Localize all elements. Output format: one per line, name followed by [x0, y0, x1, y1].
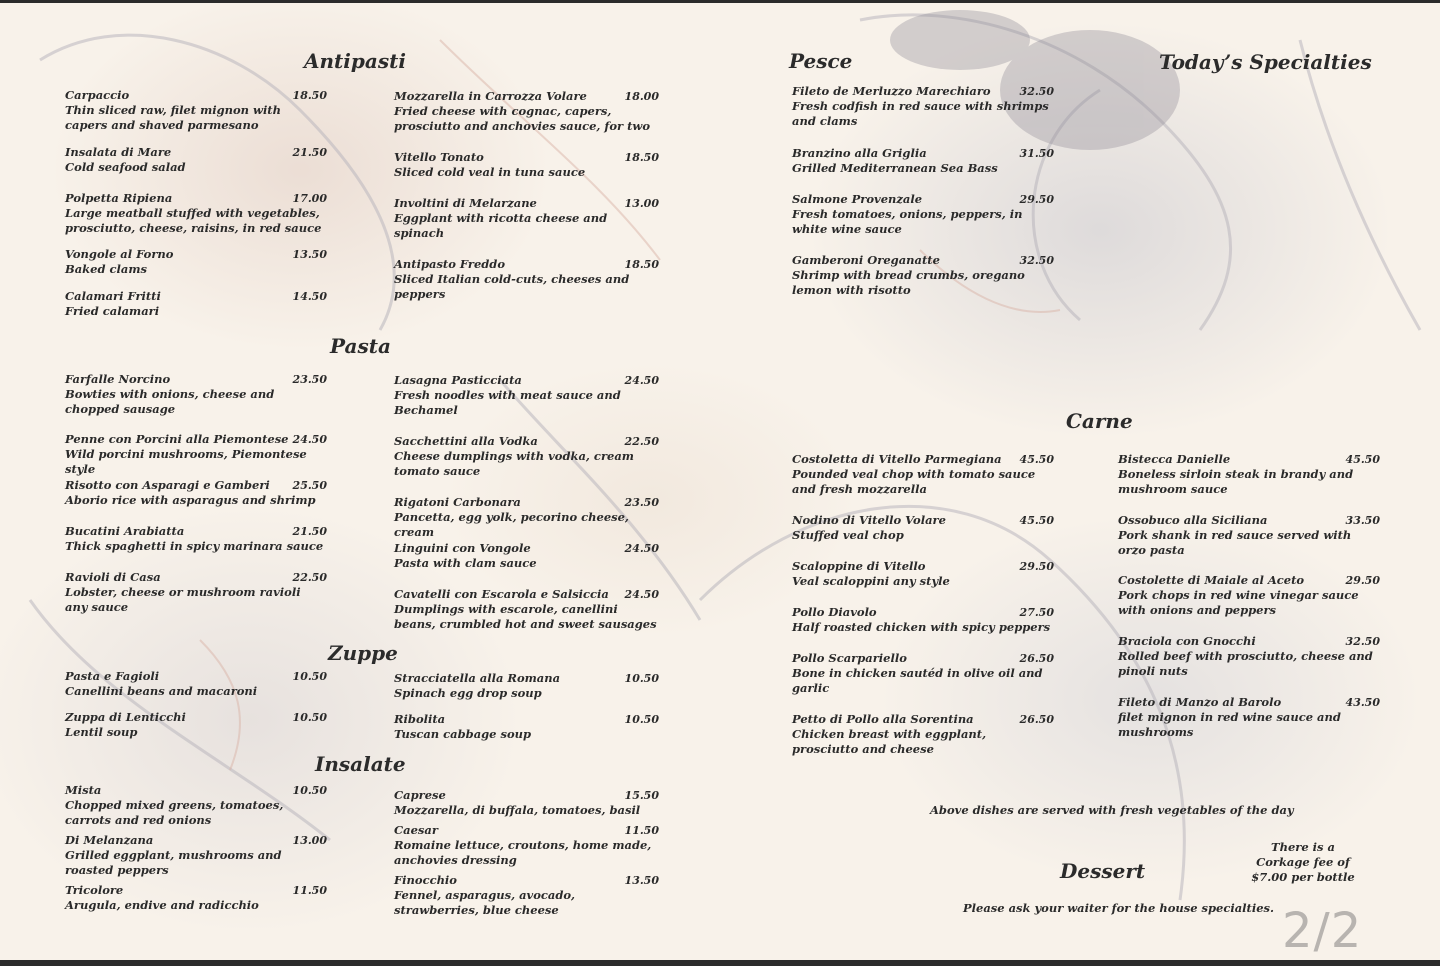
item-name: Nodino di Vitello Volare [792, 513, 946, 527]
item-name: Farfalle Norcino [65, 372, 171, 386]
item-name: Gamberoni Oreganatte [792, 253, 940, 267]
item-desc: Sliced cold veal in tuna sauce [394, 165, 586, 179]
item-price: 45.50 [1019, 453, 1054, 466]
top-border [0, 0, 1440, 3]
menu-item-braciola [1118, 634, 1380, 679]
item-desc: Fresh codfish in red sauce with shrimps and clams [792, 99, 1049, 128]
item-price: 13.50 [292, 248, 327, 261]
corkage-note: There is a Corkage fee of $7.00 per bottle [1251, 840, 1355, 884]
item-name: Branzino alla Griglia [792, 146, 927, 160]
item-price: 25.50 [292, 479, 327, 492]
heading-insalate: Insalate [315, 752, 406, 776]
menu-item-petto-di-pollo [792, 712, 1054, 757]
item-price: 32.50 [1019, 85, 1054, 98]
menu-item-caesar [394, 823, 659, 868]
item-name: Carpaccio [65, 88, 130, 102]
item-price: 10.50 [292, 711, 327, 724]
menu-item-farfalle-norcino [65, 372, 327, 417]
item-desc: Fennel, asparagus, avocado, strawberries, blue cheese [394, 888, 576, 917]
menu-item-insalata-di-mare [65, 145, 327, 175]
menu-item-stracciatella [394, 671, 659, 701]
menu-item-gamberoni [792, 253, 1054, 298]
item-name: Tricolore [65, 883, 124, 897]
menu-item-sacchettini [394, 434, 659, 479]
item-price: 14.50 [292, 290, 327, 303]
item-name: Ravioli di Casa [65, 570, 161, 584]
menu-item-pollo-diavolo [792, 605, 1054, 635]
menu-item-mista [65, 783, 327, 828]
menu-item-fileto-di-manzo [1118, 695, 1380, 740]
item-price: 17.00 [292, 192, 327, 205]
item-price: 21.50 [292, 525, 327, 538]
menu-item-nodino-di-vitello [792, 513, 1054, 543]
menu-item-finocchio [394, 873, 659, 918]
item-price: 29.50 [1019, 193, 1054, 206]
item-desc: Thin sliced raw, filet mignon with capers and shaved parmesano [65, 103, 281, 132]
item-desc: Stuffed veal chop [792, 528, 904, 542]
item-name: Rigatoni Carbonara [394, 495, 521, 509]
dessert-note: Please ask your waiter for the house specialties. [963, 901, 1275, 915]
heading-pasta: Pasta [330, 334, 391, 358]
item-name: Risotto con Asparagi e Gamberi [65, 478, 270, 492]
item-name: Penne con Porcini alla Piemontese [65, 432, 289, 446]
item-desc: Eggplant with ricotta cheese and spinach [394, 211, 608, 240]
menu-item-vitello-tonato [394, 150, 659, 180]
item-desc: Dumplings with escarole, canellini beans, crumbled hot and sweet sausages [394, 602, 657, 631]
item-desc: Grilled eggplant, mushrooms and roasted peppers [65, 848, 282, 877]
menu-item-carpaccio [65, 88, 327, 133]
item-name: Braciola con Gnocchi [1118, 634, 1256, 648]
item-name: Vitello Tonato [394, 150, 484, 164]
item-name: Stracciatella alla Romana [394, 671, 561, 685]
item-price: 45.50 [1019, 514, 1054, 527]
item-price: 24.50 [624, 374, 659, 387]
item-price: 21.50 [292, 146, 327, 159]
menu-item-bistecca-danielle [1118, 452, 1380, 497]
menu-item-tricolore [65, 883, 327, 913]
menu-item-ossobuco [1118, 513, 1380, 558]
menu-item-branzino [792, 146, 1054, 176]
menu-item-fileto-de-merluzzo [792, 84, 1054, 129]
item-price: 18.50 [624, 258, 659, 271]
item-desc: Romaine lettuce, croutons, home made, anchovies dressing [394, 838, 652, 867]
item-name: Insalata di Mare [65, 145, 172, 159]
item-name: Zuppa di Lenticchi [65, 710, 186, 724]
menu-item-vongole-al-forno [65, 247, 327, 277]
item-price: 32.50 [1019, 254, 1054, 267]
bottom-border [0, 960, 1440, 966]
item-desc: Shrimp with bread crumbs, oregano lemon with risotto [792, 268, 1025, 297]
item-desc: Grilled Mediterranean Sea Bass [792, 161, 998, 175]
page-indicator: 2/2 [1282, 903, 1363, 959]
item-price: 22.50 [624, 435, 659, 448]
item-name: Fileto di Manzo al Barolo [1118, 695, 1282, 709]
item-desc: Canellini beans and macaroni [65, 684, 258, 698]
item-price: 29.50 [1019, 560, 1054, 573]
item-name: Petto di Pollo alla Sorentina [792, 712, 974, 726]
item-price: 23.50 [624, 496, 659, 509]
heading-pesce: Pesce [789, 49, 853, 73]
item-desc: Spinach egg drop soup [394, 686, 542, 700]
vegetables-note: Above dishes are served with fresh vegetables of the day [930, 803, 1294, 817]
item-desc: Bone in chicken sautéd in olive oil and garlic [792, 666, 1043, 695]
menu-item-salmone [792, 192, 1054, 237]
item-name: Caesar [394, 823, 438, 837]
item-price: 10.50 [624, 713, 659, 726]
item-desc: Baked clams [65, 262, 147, 276]
menu-item-calamari-fritti [65, 289, 327, 319]
item-price: 22.50 [292, 571, 327, 584]
item-name: Costolette di Maiale al Aceto [1118, 573, 1305, 587]
item-price: 29.50 [1345, 574, 1380, 587]
item-name: Bistecca Danielle [1118, 452, 1231, 466]
item-name: Finocchio [394, 873, 457, 887]
item-price: 23.50 [292, 373, 327, 386]
menu-item-mozzarella-in-carrozza [394, 89, 659, 134]
menu-item-ribolita [394, 712, 659, 742]
item-desc: Veal scaloppini any style [792, 574, 950, 588]
item-name: Mozzarella in Carrozza Volare [394, 89, 587, 103]
item-price: 33.50 [1345, 514, 1380, 527]
item-desc: Fried calamari [65, 304, 160, 318]
heading-carne: Carne [1066, 409, 1133, 433]
item-desc: Thick spaghetti in spicy marinara sauce [65, 539, 324, 553]
item-desc: Tuscan cabbage soup [394, 727, 532, 741]
menu-item-rigatoni [394, 495, 659, 540]
item-desc: Lobster, cheese or mushroom ravioli any sauce [65, 585, 301, 614]
item-desc: Cold seafood salad [65, 160, 186, 174]
menu-item-ravioli [65, 570, 327, 615]
item-price: 32.50 [1345, 635, 1380, 648]
menu-item-zuppa-di-lenticchi [65, 710, 327, 740]
item-desc: Large meatball stuffed with vegetables, prosciutto, cheese, raisins, in red sauce [65, 206, 322, 235]
item-desc: Pork shank in red sauce served with orzo pasta [1118, 528, 1352, 557]
item-name: Linguini con Vongole [394, 541, 531, 555]
menu-item-costoletta-di-vitello [792, 452, 1054, 497]
item-price: 43.50 [1345, 696, 1380, 709]
menu-item-pasta-e-fagioli [65, 669, 327, 699]
menu-item-caprese [394, 788, 659, 818]
item-price: 24.50 [624, 542, 659, 555]
item-price: 13.00 [292, 834, 327, 847]
item-name: Pollo Scarpariello [792, 651, 907, 665]
item-name: Pasta e Fagioli [65, 669, 160, 683]
item-price: 26.50 [1019, 652, 1054, 665]
item-name: Ossobuco alla Siciliana [1118, 513, 1268, 527]
item-name: Lasagna Pasticciata [394, 373, 522, 387]
item-name: Cavatelli con Escarola e Salsiccia [394, 587, 609, 601]
item-desc: Chopped mixed greens, tomatoes, carrots and red onions [65, 798, 284, 827]
item-desc: Arugula, endive and radicchio [65, 898, 259, 912]
menu-item-bucatini [65, 524, 327, 554]
item-name: Involtini di Melarzane [394, 196, 537, 210]
item-name: Fileto de Merluzzo Marechiaro [792, 84, 991, 98]
item-price: 24.50 [624, 588, 659, 601]
item-desc: Pasta with clam sauce [394, 556, 537, 570]
heading-dessert: Dessert [1060, 859, 1146, 883]
item-name: Bucatini Arabiatta [65, 524, 185, 538]
item-name: Vongole al Forno [65, 247, 174, 261]
item-desc: Half roasted chicken with spicy peppers [792, 620, 1051, 634]
item-desc: Pancetta, egg yolk, pecorino cheese, cream [394, 510, 629, 539]
item-price: 10.50 [292, 670, 327, 683]
menu-item-pollo-scarpariello [792, 651, 1054, 696]
menu-item-penne-con-porcini [65, 432, 327, 477]
item-name: Scaloppine di Vitello [792, 559, 926, 573]
menu-item-costolette-di-maiale [1118, 573, 1380, 618]
item-price: 18.50 [292, 89, 327, 102]
item-name: Pollo Diavolo [792, 605, 877, 619]
item-desc: Fresh tomatoes, onions, peppers, in white wine sauce [792, 207, 1023, 236]
item-name: Ribolita [394, 712, 446, 726]
item-desc: Fried cheese with cognac, capers, prosciutto and anchovies sauce, for two [394, 104, 650, 133]
menu-item-risotto [65, 478, 327, 508]
menu-item-involtini-di-melarzane [394, 196, 659, 241]
item-price: 13.00 [624, 197, 659, 210]
item-name: Calamari Fritti [65, 289, 161, 303]
menu-item-polpetta-ripiena [65, 191, 327, 236]
item-desc: Mozzarella, di buffala, tomatoes, basil [394, 803, 641, 817]
item-name: Mista [65, 783, 102, 797]
menu-item-antipasto-freddo [394, 257, 659, 302]
item-price: 11.50 [624, 824, 659, 837]
menu-item-di-melanzana [65, 833, 327, 878]
item-desc: filet mignon in red wine sauce and mushrooms [1118, 710, 1341, 739]
item-name: Polpetta Ripiena [65, 191, 173, 205]
item-price: 27.50 [1019, 606, 1054, 619]
item-name: Sacchettini alla Vodka [394, 434, 538, 448]
item-desc: Lentil soup [65, 725, 138, 739]
menu-item-lasagna [394, 373, 659, 418]
item-desc: Chicken breast with eggplant, prosciutto and cheese [792, 727, 987, 756]
menu-item-linguini [394, 541, 659, 571]
item-desc: Wild porcini mushrooms, Piemontese style [65, 447, 307, 476]
item-name: Salmone Provenzale [792, 192, 923, 206]
item-desc: Bowties with onions, cheese and chopped sausage [65, 387, 275, 416]
item-name: Antipasto Freddo [394, 257, 506, 271]
heading-zuppe: Zuppe [328, 641, 398, 665]
item-name: Caprese [394, 788, 446, 802]
item-name: Di Melanzana [65, 833, 154, 847]
item-name: Costoletta di Vitello Parmegiana [792, 452, 1002, 466]
item-desc: Rolled beef with prosciutto, cheese and pinoli nuts [1118, 649, 1373, 678]
item-price: 26.50 [1019, 713, 1054, 726]
item-price: 31.50 [1019, 147, 1054, 160]
heading-antipasti: Antipasti [304, 49, 406, 73]
item-price: 11.50 [292, 884, 327, 897]
item-desc: Fresh noodles with meat sauce and Bechamel [394, 388, 621, 417]
item-desc: Cheese dumplings with vodka, cream tomato sauce [394, 449, 634, 478]
item-price: 13.50 [624, 874, 659, 887]
item-desc: Aborio rice with asparagus and shrimp [65, 493, 316, 507]
item-price: 15.50 [624, 789, 659, 802]
item-desc: Pounded veal chop with tomato sauce and fresh mozzarella [792, 467, 1036, 496]
item-price: 18.00 [624, 90, 659, 103]
item-desc: Pork chops in red wine vinegar sauce with onions and peppers [1118, 588, 1359, 617]
item-desc: Boneless sirloin steak in brandy and mushroom sauce [1118, 467, 1354, 496]
item-price: 10.50 [292, 784, 327, 797]
item-price: 10.50 [624, 672, 659, 685]
item-price: 18.50 [624, 151, 659, 164]
menu-item-scaloppine [792, 559, 1054, 589]
item-price: 45.50 [1345, 453, 1380, 466]
item-price: 24.50 [292, 433, 327, 446]
heading-specialties: Today’s Specialties [1159, 50, 1372, 74]
item-desc: Sliced Italian cold-cuts, cheeses and peppers [394, 272, 630, 301]
menu-item-cavatelli [394, 587, 659, 632]
